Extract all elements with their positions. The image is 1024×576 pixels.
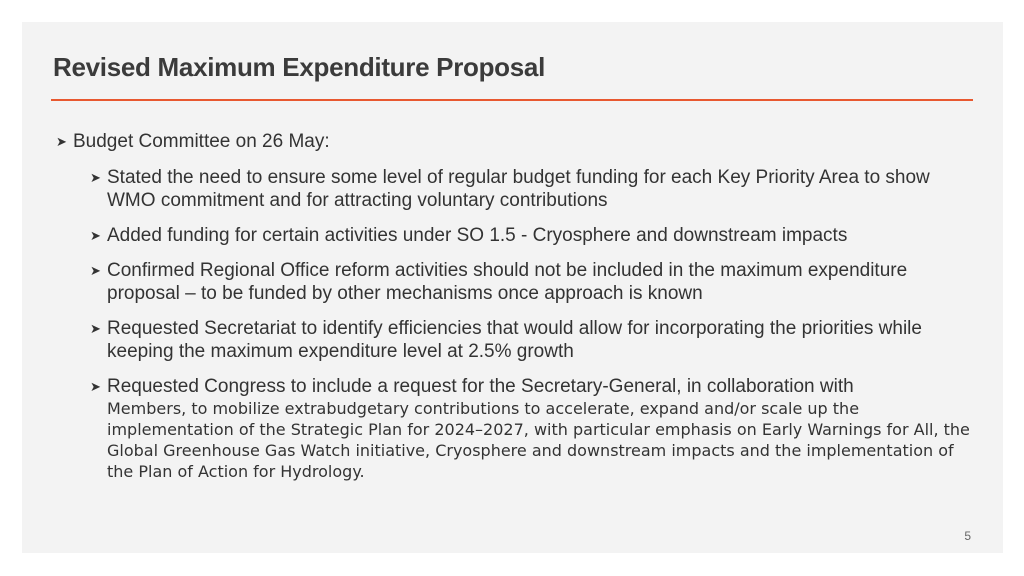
sub-bullet-list	[90, 166, 976, 482]
bullet-list	[56, 130, 976, 494]
arrow-bullet-icon: ➤	[90, 321, 101, 336]
arrow-bullet-icon: ➤	[90, 228, 101, 243]
sub-bullet-3	[90, 259, 976, 305]
sub-bullet-text: Requested Congress to include a request for the Secretary-General, in collaboration with	[107, 376, 854, 397]
sub-bullet-continuation: Members, to mobilize extrabudgetary contributions to accelerate, expand and/or scale up the implementation of the Strategic Plan for 2024–2027, with particular emphasis on Early Warnings for All, the Global Greenhouse Gas Watch initiative, Cryosphere and downstream impacts and the implementation of the Plan of Action for Hydrology.	[107, 399, 970, 481]
slide-title: Revised Maximum Expenditure Proposal	[53, 52, 546, 82]
sub-bullet-text: Requested Secretariat to identify efficiencies that would allow for incorporating the priorities while keeping the maximum expenditure level at 2.5% growth	[107, 318, 922, 362]
sub-bullet-2	[90, 224, 976, 247]
bullet-text: Budget Committee on 26 May:	[73, 131, 330, 152]
bullet-level1	[56, 130, 976, 154]
arrow-bullet-icon: ➤	[90, 170, 101, 185]
sub-bullet-text: Stated the need to ensure some level of regular budget funding for each Key Priority Area to show WMO commitment and for attracting voluntary contributions	[107, 167, 930, 211]
sub-bullet-text: Added funding for certain activities under SO 1.5 - Cryosphere and downstream impacts	[107, 225, 848, 246]
sub-bullet-4	[90, 317, 976, 363]
title-divider	[51, 99, 973, 101]
arrow-bullet-icon: ➤	[90, 379, 101, 394]
sub-bullet-text: Confirmed Regional Office reform activities should not be included in the maximum expenditure proposal – to be funded by other mechanisms once approach is known	[107, 260, 908, 304]
arrow-bullet-icon: ➤	[90, 263, 101, 278]
page-number: 5	[964, 529, 971, 543]
sub-bullet-text-wrapper	[107, 375, 976, 482]
slide	[22, 22, 1003, 553]
arrow-bullet-icon: ➤	[56, 134, 67, 149]
sub-bullet-1	[90, 166, 976, 212]
sub-bullet-5	[90, 375, 976, 482]
